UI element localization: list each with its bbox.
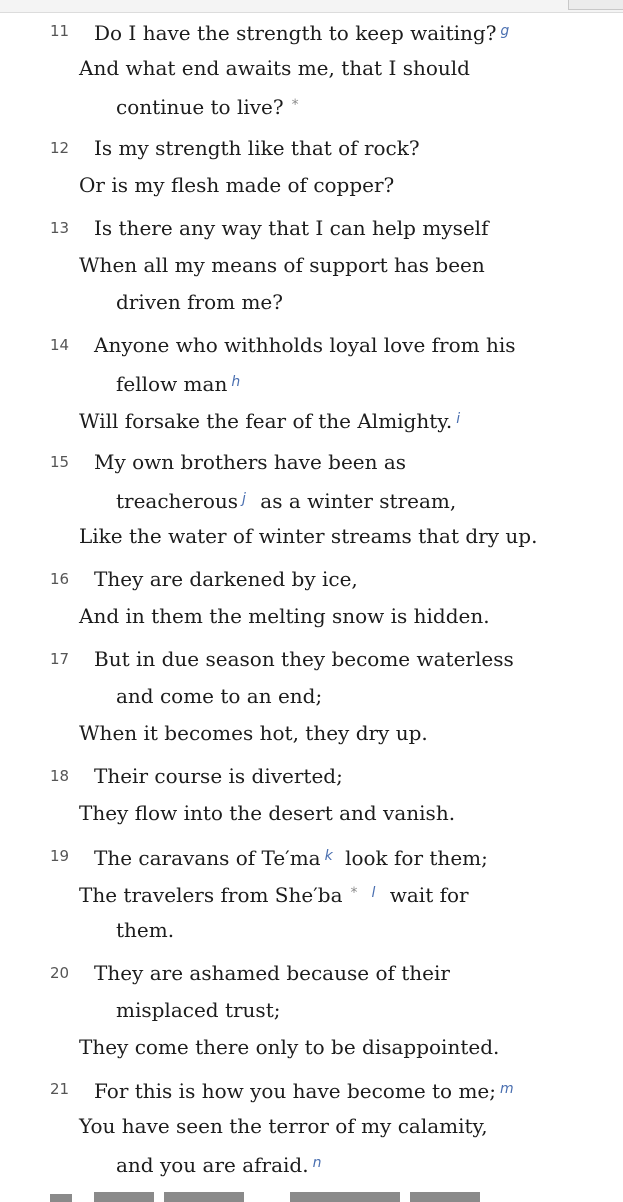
verse-text: Do I have the strength to keep waiting? [94,21,497,45]
verse-text: When it becomes hot, they dry up. [79,721,428,745]
verse-number[interactable]: 13 [50,219,70,237]
verse-number[interactable]: 20 [50,964,70,982]
verse-number[interactable]: 11 [50,22,70,40]
verse-text: and come to an end; [116,684,323,708]
verse-number[interactable]: 14 [50,336,70,354]
verse-number[interactable]: 15 [50,453,70,471]
verse-text: They are darkened by ice, [94,567,358,591]
verse-text: And what end awaits me, that I should [79,56,470,80]
verse-line [116,992,280,1029]
footnote-marker[interactable]: i [456,411,461,427]
top-toolbar-strip [0,0,623,13]
verse-line [116,912,174,949]
verse-line [116,364,240,401]
verse-text: My own brothers have been as [94,450,407,474]
verse-text: The caravans of Te′ma [94,846,321,870]
footnote-marker[interactable]: l [371,885,376,901]
verse-text: But in due season they become waterless [94,647,514,671]
verse-text: They are ashamed because of their [94,961,450,985]
verse-line [79,167,394,204]
verse-text: them. [116,918,175,942]
verse-text: Will forsake the fear of the Almighty. [79,409,453,433]
footnote-marker[interactable]: j [242,491,246,507]
verse-line [79,1029,499,1066]
verse-number[interactable]: 16 [50,570,70,588]
verse-line [79,1108,488,1145]
verse-text: Is there any way that I can help myself [94,216,489,240]
verse-line [94,130,420,167]
verse-line [79,518,537,555]
verse-line [94,955,450,992]
verse-text-continued: wait for [389,883,469,907]
verse-line [79,598,490,635]
verse-text: They flow into the desert and vanish. [79,801,456,825]
verse-line [79,247,485,284]
toolbar-tab[interactable] [568,0,623,10]
verse-line [79,715,428,752]
verse-line [79,875,469,912]
verse-line [94,13,509,50]
verse-text: fellow man [116,372,228,396]
verse-text: When all my means of support has been [79,253,485,277]
verse-text: misplaced trust; [116,998,281,1022]
verse-line [94,1071,514,1108]
verse-line [79,401,460,438]
verse-text: Anyone who withholds loyal love from his [94,333,516,357]
asterisk-marker[interactable]: * [291,97,299,113]
verse-text: continue to live? [116,95,284,119]
footnote-marker[interactable]: n [312,1155,322,1171]
footnote-marker[interactable]: g [500,23,510,39]
verse-text: They come there only to be disappointed. [79,1035,500,1059]
verse-number[interactable]: 12 [50,139,70,157]
verse-text: The travelers from She′ba [79,883,343,907]
verse-number[interactable]: 17 [50,650,70,668]
verse-text: And in them the melting snow is hidden. [79,604,490,628]
verse-line [79,50,470,87]
verse-line [94,210,488,247]
verse-text: You have seen the terror of my calamity, [79,1114,488,1138]
verse-line [116,481,456,518]
verse-text: Is my strength like that of rock? [94,136,420,160]
verse-line [116,284,283,321]
verse-line [79,795,455,832]
verse-number[interactable]: 21 [50,1080,70,1098]
verse-text-continued: look for them; [345,846,488,870]
verse-line [116,1145,321,1182]
verse-text-continued: as a winter stream, [260,489,457,513]
verse-number[interactable]: 19 [50,847,70,865]
verse-line [94,758,343,795]
verse-line [94,641,514,678]
verse-line [94,838,488,875]
verse-text: Their course is diverted; [94,764,343,788]
verse-line [116,678,322,715]
footnote-marker[interactable]: h [231,374,241,390]
verse-text: Like the water of winter streams that dry up. [79,524,538,548]
verse-text: Or is my flesh made of copper? [79,173,395,197]
footnote-marker[interactable]: m [499,1081,514,1097]
verse-line [116,87,299,124]
asterisk-marker[interactable]: * [350,885,358,901]
verse-text: For this is how you have become to me; [94,1079,496,1103]
footnote-marker[interactable]: k [324,848,333,864]
verse-text: and you are afraid. [116,1153,309,1177]
verse-text: treacherous [116,489,239,513]
verse-number[interactable]: 18 [50,767,70,785]
verse-text: driven from me? [116,290,283,314]
verse-line [94,561,358,598]
verse-line [94,444,406,481]
verse-line [94,327,516,364]
